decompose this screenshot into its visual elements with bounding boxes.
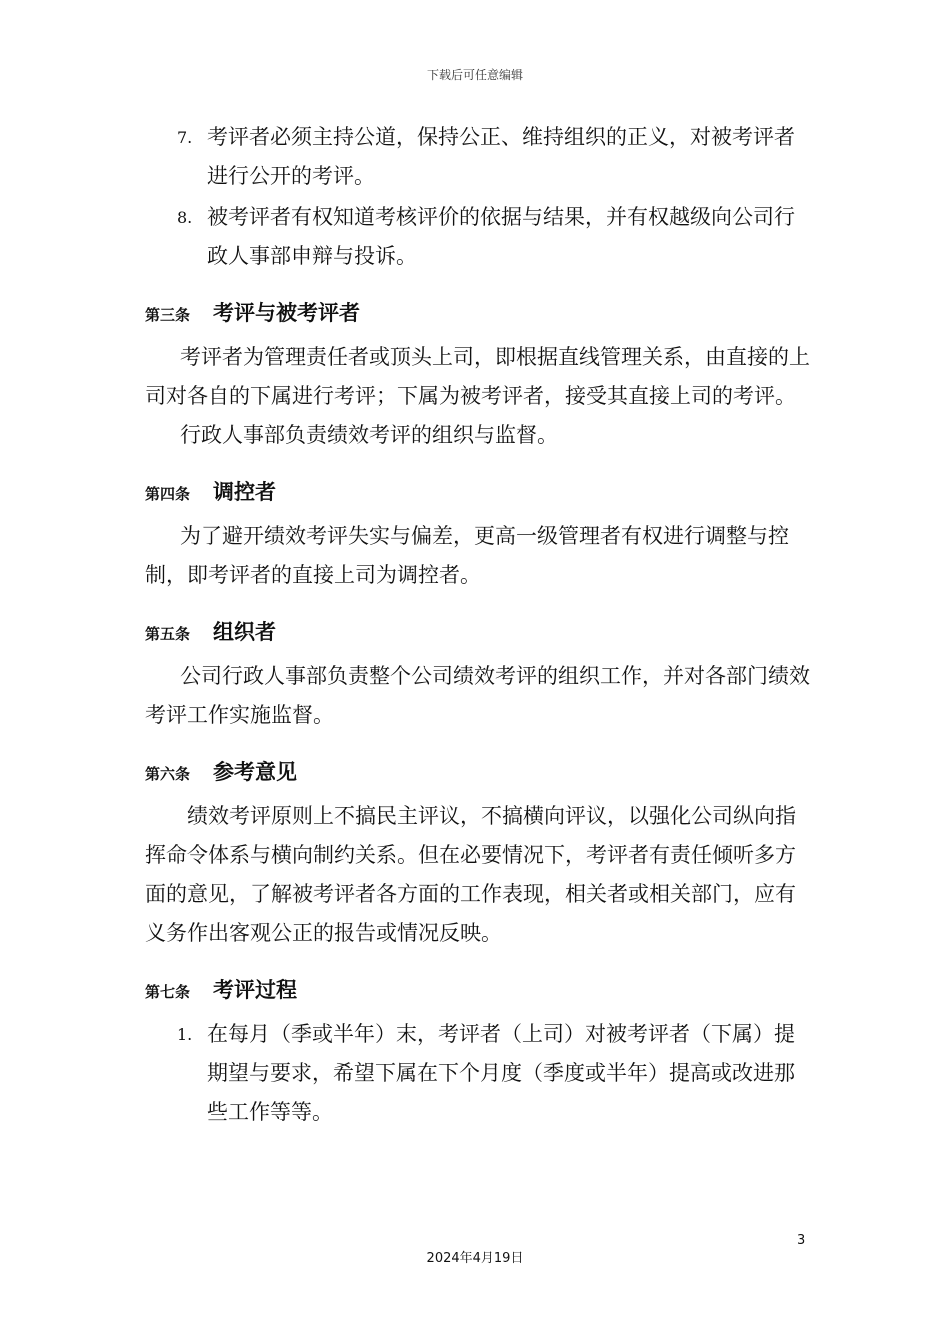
list-text: 考评者必须主持公道，保持公正、维持组织的正义，对被考评者进行公开的考评。 xyxy=(207,125,795,188)
section-heading xyxy=(145,749,810,797)
list-number: 8. xyxy=(177,208,193,227)
paragraph: 公司行政人事部负责整个公司绩效考评的组织工作，并对各部门绩效考评工作实施监督。 xyxy=(145,664,810,727)
section-heading xyxy=(145,967,810,1015)
paragraph: 为了避开绩效考评失实与偏差，更高一级管理者有权进行调整与控制，即考评者的直接上司为调控者。 xyxy=(145,524,789,587)
section-heading xyxy=(145,609,810,657)
article-number: 第三条 xyxy=(145,306,191,324)
list-text: 被考评者有权知道考核评价的依据与结果，并有权越级向公司行政人事部申辩与投诉。 xyxy=(207,205,795,268)
page-number: 3 xyxy=(797,1233,806,1248)
article-number: 第五条 xyxy=(145,625,191,643)
list-number: 1. xyxy=(177,1025,193,1044)
paragraph: 行政人事部负责绩效考评的组织与监督。 xyxy=(180,423,558,447)
article-title: 考评过程 xyxy=(213,977,297,1002)
article-title: 考评与被考评者 xyxy=(213,300,360,325)
list-item xyxy=(145,118,810,196)
article-number: 第六条 xyxy=(145,765,191,783)
page-header: 下载后可任意编辑 xyxy=(426,68,523,82)
footer-date: 2024年4月19日 xyxy=(426,1251,524,1266)
paragraph: 考评者为管理责任者或顶头上司，即根据直线管理关系，由直接的上司对各自的下属进行考评；下属为被考评者，接受其直接上司的考评。 xyxy=(145,345,810,408)
section-heading xyxy=(145,290,810,338)
article-number: 第四条 xyxy=(145,485,191,503)
list-item xyxy=(145,198,810,276)
article-title: 组织者 xyxy=(213,619,276,644)
article-title: 调控者 xyxy=(213,479,276,504)
article-title: 参考意见 xyxy=(213,759,297,784)
list-number: 7. xyxy=(177,128,193,147)
list-text: 在每月（季或半年）末，考评者（上司）对被考评者（下属）提期望与要求，希望下属在下个月度（季度或半年）提高或改进那些工作等等。 xyxy=(207,1022,795,1124)
article-number: 第七条 xyxy=(145,983,191,1001)
section-heading xyxy=(145,469,810,517)
document-body xyxy=(145,118,810,1132)
list-item xyxy=(145,1015,810,1132)
paragraph: 绩效考评原则上不搞民主评议，不搞横向评议，以强化公司纵向指挥命令体系与横向制约关系。但在必要情况下，考评者有责任倾听多方面的意见，了解被考评者各方面的工作表现，相关者或相关部门，应有义务作出客观公正的报告或情况反映。 xyxy=(145,804,796,945)
